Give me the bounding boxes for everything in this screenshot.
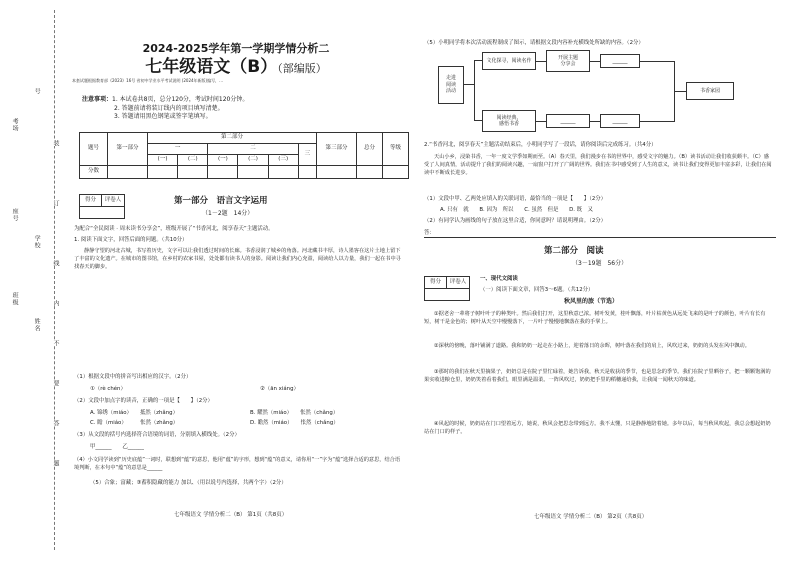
section-1-sub: （一）阅读下面文章，回答3～6题。（共12分）: [480, 287, 594, 293]
essay-para-1: ①据老舍一辈将子树叶叶子的种类叶。然后我们打开，这里秋意已浓。树叶发黄，桂叶飘落，叶片枯黄色从远处飞来的是叶子的颜色，叶片有长有短，树干是金色的；树叶从天空中慢慢落下，一片叶子慢慢地飘落在我的手掌上。: [424, 311, 766, 326]
pinyin-2: ②（ān xiáng）: [260, 386, 299, 392]
score-sub: (一): [148, 155, 178, 166]
score-sub: (三): [268, 155, 298, 166]
notes-block: [82, 96, 382, 122]
score-cell[interactable]: [298, 166, 316, 179]
flow-connector: [464, 84, 474, 85]
exam-intro: 本套试题根据教育部《2023》16号 省初中学业水平考试说明 (2024年新版)编写，…: [72, 78, 224, 83]
essay-para-4: ④风起的时候，奶奶站在门口望着远方，她说，秋风会把思念带到远方。我不太懂，只是静静地陪着她。多年以后，每当秋风吹起，我总会想起奶奶站在门口的样子。: [424, 421, 771, 436]
flow-step-b3[interactable]: ______: [600, 114, 640, 128]
option-c[interactable]: C. 瞻（miáo） 怅然（zhǎng）: [90, 420, 179, 426]
flow-connector: [536, 121, 546, 122]
question-2-text: 天山小乡，浸染书香，一年一度文学季如期而至。（A）春天里，我们漫步在书的世界中，感受文字的魅力。（B）读书活动让我们收获颇丰。（C）感受了人间真情，活动提升了我们的阅读兴趣，一扇窗户打开了广阔的世界。我们在书中感受到了人生的意义，读书让我们变得更加丰富多彩，让我们在阅读中不断成长进步。: [424, 154, 772, 177]
question-1-2: （2）文段中加点字的读音，正确的一项是【 】（2分）: [74, 398, 213, 404]
dash-char: 答: [52, 420, 59, 426]
essay-para-3: ③那时的我们在秋天里摘果子，奶奶总是在院子里忙碌着，她告诉我，秋天是收获的季节，也是思念的季节。我们在院子里晒谷子，把一颗颗饱满的果实收进粮仓里，奶奶笑着看着我们，眼里满是温柔。一阵风吹过，奶奶把手里的稻穗递给我，让我闻一闻秋天的味道。: [424, 369, 771, 384]
part1-title: 第一部分 语言文字运用: [174, 196, 268, 206]
grader-box-part1: [79, 194, 125, 219]
dash-char: 装: [52, 140, 59, 146]
score-header-grade: 等级: [383, 133, 409, 166]
score-group-2: 二: [208, 144, 298, 155]
note-item: 3. 答题请用黑色钢笔或签字笔填写。: [114, 113, 212, 121]
question-2: 2.“书香河北，阅享春天”主题活动结束后，小明同学写了一段话，请你阅读后完成练习。（共4分）: [424, 142, 657, 148]
dash-char: 不: [52, 340, 59, 346]
score-header-question: 题号: [80, 133, 108, 166]
option-d[interactable]: D. 瞻然（miáo） 怅然（chǎng）: [250, 420, 339, 426]
question-1-4: （4）小文同学读到“历史底蕴”一词时，联想到“蕴”的意思，他用“蕴”的字形，想到“蕴”的意义，请你用“一”字为“蕴”选择合适的意思，结合语境判断，在本句中“蕴”的意思是______: [74, 457, 401, 472]
score-sub: (二): [238, 155, 268, 166]
option-a[interactable]: A. 锦绣（miáo） 抵然（zhǎng）: [90, 410, 178, 416]
answer-line[interactable]: [424, 230, 776, 238]
score-header-part2: 第二部分: [148, 133, 317, 144]
score-sub: (一): [208, 155, 238, 166]
grader-box-part2: [424, 276, 470, 301]
left-page: [64, 34, 408, 534]
grader-reviewer-label: 评卷人: [104, 197, 122, 203]
grader-fill-row[interactable]: [425, 288, 469, 300]
question-2-2: （2）有同学认为画线的句子放在这里合适，你同意吗？请说明理由。（2分）: [424, 218, 607, 224]
score-sub: (二): [178, 155, 208, 166]
dash-char: 线: [52, 260, 59, 266]
passage-1: 静静守望的河北古城，书写着历史，文字可以让我们透过时间的长廊。书香浸润了城乡的角落。河北藏书丰厚，诗人墨客在这片土地上留下了丰富的文化遗产。在城市的图书馆，在乡村的农家书屋，处处都有读书人的身影。阅读让我们内心充盈，阅读给人以力量，我们一起在书中寻找春天的脚步。: [74, 248, 401, 271]
score-row-label: 分数: [80, 166, 108, 179]
score-cell[interactable]: [148, 166, 178, 179]
question-1-1: （1）根据文段中的拼音写出相应的汉字。（2分）: [74, 374, 192, 380]
option-b[interactable]: B. 耀然（miáo） 怅然（chǎng）: [250, 410, 339, 416]
flow-connector: [474, 120, 482, 121]
flow-connector: [590, 121, 600, 122]
grader-score-label: 得分: [80, 195, 102, 206]
right-page: [424, 36, 776, 536]
score-table: [79, 132, 409, 179]
score-cell[interactable]: [178, 166, 208, 179]
part1-range: （1－2题 14分）: [202, 210, 254, 217]
flow-step-a3[interactable]: ______: [600, 54, 640, 68]
score-cell[interactable]: [317, 166, 357, 179]
flow-connector: [640, 121, 674, 122]
question-1: 1. 阅读下面文字，回答后面的问题。（共10分）: [74, 237, 188, 243]
flow-connector: [536, 61, 546, 62]
activity-intro: 为配合“全民阅读 · 周末读书分享会”，班级开展了“书香河北，阅享春天”主题活动。: [74, 226, 274, 232]
page-footer-right: 七年级语文 学情分析二（B） 第2页（共8页）: [534, 514, 648, 520]
score-group-3: 三: [298, 144, 316, 166]
fill-blanks[interactable]: 甲______ 乙______: [90, 444, 144, 450]
flow-step-b1: 阅读经典， 感悟书香: [482, 110, 536, 132]
notes-label: 注意事项：: [82, 96, 113, 103]
dash-char: 内: [52, 300, 59, 306]
question-5: （5）小明同学将本次活动流程制成了图示，请根据文段内容补充横线处所缺的内容。（2分）: [424, 40, 644, 46]
essay-para-2: ②深秋的傍晚，落叶铺满了道路。我和奶奶一起走在小路上，迎着落日的余晖，树叶落在我们的肩上，风吹过来，奶奶的头发在风中飘动。: [434, 343, 750, 349]
question-1-4-options: （5）合象；富藏；③蓄积隐藏的能力 加以、（用以说号内选择，共两个字）（2分）: [90, 480, 287, 486]
score-header-part1: 第一部分: [108, 133, 148, 166]
question-2-1-options[interactable]: A. 只有 就 B. 因为 所以 C. 虽然 但是 D. 既 又: [440, 207, 593, 213]
note-item: 2. 答题前请将装订线内的项目填写清楚。: [114, 104, 224, 112]
score-cell[interactable]: [357, 166, 383, 179]
section-1-title: 一、现代文阅读: [480, 276, 518, 282]
label-school: 学校: [33, 235, 41, 249]
subject-title: [64, 56, 408, 79]
pinyin-1: ①（rè chén）: [90, 386, 126, 392]
flow-end: 书香家园: [686, 82, 734, 100]
score-group-1: 一: [148, 144, 208, 155]
dash-char: 要: [52, 380, 59, 386]
note-item: 1. 本试卷共8页，总分120分，考试时间120分钟。: [112, 96, 249, 103]
part2-range: （3－19题 56分）: [572, 260, 628, 267]
flow-start: 走进 阅读 活动: [438, 66, 464, 104]
grader-fill-row[interactable]: [80, 206, 124, 218]
binding-margin: [0, 0, 62, 561]
flow-connector: [474, 60, 482, 61]
label-name: 姓名: [33, 318, 41, 332]
label-class: 班级: [11, 292, 19, 306]
grader-score-label: 得分: [425, 277, 447, 288]
flow-connector: [674, 91, 686, 92]
score-header-total: 总分: [357, 133, 383, 166]
flow-connector: [474, 60, 475, 120]
grader-reviewer-label: 评卷人: [449, 279, 467, 285]
score-cell[interactable]: [108, 166, 148, 179]
essay-title: 秋风里的旅（节选）: [564, 298, 619, 305]
question-1-3: （3）从文段的括号内选择符合语境的词语，分别填入横线处。（2分）: [74, 432, 240, 438]
label-number: 号: [33, 88, 41, 95]
label-seat: 座号: [11, 208, 19, 222]
flow-step-a2: 开展主题 分享会: [546, 50, 590, 72]
flow-connector: [640, 61, 674, 62]
score-header-part3: 第三部分: [317, 133, 357, 166]
score-cell[interactable]: [208, 166, 238, 179]
part2-title: 第二部分 阅读: [544, 246, 604, 256]
flow-step-a1: 文化探寻，阅读名作: [482, 52, 536, 70]
subject-name: 七年级语文（B）: [145, 57, 278, 77]
dash-char: 订: [52, 200, 59, 206]
flow-connector: [590, 61, 600, 62]
label-exam-room: 考场: [11, 118, 19, 132]
score-cell[interactable]: [383, 166, 409, 179]
question-2-1: （1）文段中甲、乙两处应填入的关联词语，最恰当的一项是【 】（2分）: [424, 196, 607, 202]
score-cell[interactable]: [268, 166, 298, 179]
page-footer-left: 七年级语文 学情分析二（B） 第1页（共8页）: [174, 512, 288, 518]
exam-title: 2024-2025学年第一学期学情分析二: [142, 42, 330, 55]
answer-prefix: 答：: [424, 230, 435, 236]
edition-label: （部编版）: [277, 62, 327, 75]
flow-step-b2[interactable]: ______: [546, 114, 590, 128]
binding-dash-line: [54, 10, 55, 550]
score-cell[interactable]: [238, 166, 268, 179]
dash-char: 题: [52, 460, 59, 466]
